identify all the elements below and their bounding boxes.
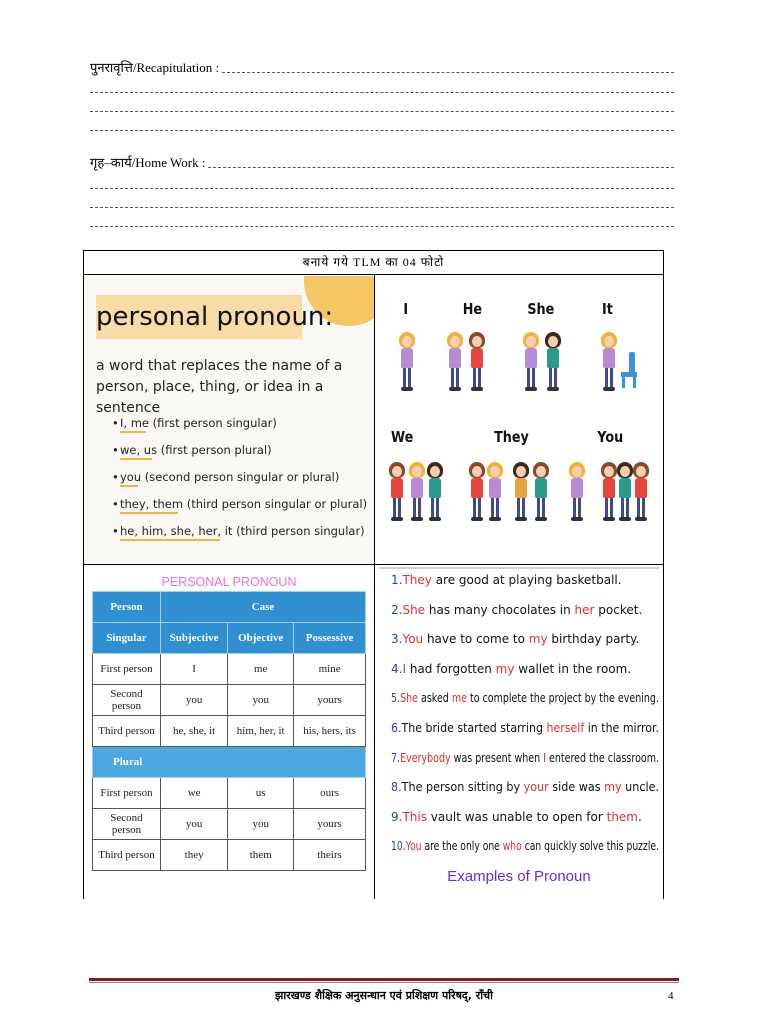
- child-illustration: [533, 462, 549, 522]
- chair-icon: [621, 352, 637, 388]
- child-illustration: [389, 462, 405, 522]
- child-illustration: [469, 332, 485, 392]
- sentence-text: 2.: [391, 602, 403, 617]
- pronoun-highlight: them: [606, 809, 638, 824]
- table-row: [93, 840, 366, 871]
- blank-line: [222, 72, 674, 73]
- pronoun-highlight: They: [402, 573, 432, 587]
- sentence-text: 3.: [391, 632, 403, 647]
- footer-divider: [89, 982, 679, 983]
- footer-divider: [89, 978, 679, 981]
- sentence-text: entered the classroom.: [545, 750, 659, 765]
- pronoun-highlight: She: [400, 691, 418, 706]
- list-item: • he, him, she, her, it (third person singular): [112, 524, 367, 551]
- table-cell: they: [161, 840, 228, 871]
- definition-card: [84, 276, 374, 564]
- sentence-text: vault was unable to open for: [426, 809, 607, 824]
- child-illustration: [569, 462, 585, 522]
- table-row: [93, 685, 366, 716]
- example-sentence: [391, 603, 642, 617]
- header-plural: Plural: [93, 747, 366, 778]
- child-illustration: [447, 332, 463, 392]
- label-they: They: [494, 428, 529, 446]
- table-header-row: [93, 747, 366, 778]
- pronoun-highlight: You: [402, 632, 424, 647]
- definition-title: personal pronoun:: [96, 302, 334, 332]
- pronoun-highlight: She: [402, 602, 426, 617]
- sentence-text: are the only one: [421, 839, 503, 854]
- homework-label: गृह–कार्य/Home Work :: [90, 155, 206, 170]
- pronoun-table-title: PERSONAL PRONOUN: [161, 575, 297, 589]
- sentence-text: have to come to: [423, 632, 529, 647]
- list-item: • we, us (first person plural): [112, 443, 367, 470]
- sentence-text: The bride started starring: [401, 721, 547, 735]
- sentence-text: are good at playing basketball.: [431, 573, 622, 587]
- pronoun-table: [92, 591, 366, 871]
- table-header-row: [93, 623, 366, 654]
- sentence-text: 1.: [391, 573, 403, 587]
- table-cell: I: [161, 654, 228, 685]
- table-cell: yours: [294, 809, 366, 840]
- decorative-rule: [379, 567, 659, 569]
- table-cell: us: [228, 778, 294, 809]
- pronoun-highlight: I: [543, 750, 546, 765]
- table-row: [93, 809, 366, 840]
- sentence-text: was present when: [450, 750, 544, 765]
- sentence-text: has many chocolates in: [425, 602, 575, 617]
- sentence-text: to complete the project by the evening.: [466, 691, 659, 706]
- pronoun-highlight: her: [574, 602, 595, 617]
- sentence-text: 5.: [391, 691, 401, 706]
- table-cell: yours: [294, 685, 366, 716]
- sentence-text: The person sitting by: [401, 780, 524, 795]
- child-illustration: [601, 332, 617, 392]
- underline: [120, 512, 178, 514]
- sentence-text: asked: [417, 691, 452, 706]
- sentence-text: birthday party.: [547, 632, 640, 647]
- table-cell: mine: [294, 654, 366, 685]
- child-illustration: [617, 462, 633, 522]
- pronoun-highlight: your: [523, 780, 549, 795]
- example-sentence: [391, 573, 622, 587]
- table-cell: me: [228, 654, 294, 685]
- pronoun-highlight: my: [528, 632, 548, 647]
- table-cell: ours: [294, 778, 366, 809]
- blank-line: [208, 167, 674, 168]
- child-illustration: [469, 462, 485, 522]
- pronoun-highlight: You: [405, 839, 422, 854]
- child-illustration: [409, 462, 425, 522]
- list-item: • they, them (third person singular or plural): [112, 497, 367, 524]
- table-cell: we: [161, 778, 228, 809]
- sentence-text: in the mirror.: [584, 721, 659, 735]
- table-row: [93, 778, 366, 809]
- example-sentence: [391, 810, 642, 824]
- examples-card: [375, 565, 663, 899]
- pronoun-highlight: I: [402, 661, 406, 676]
- sentence-text: wallet in the room.: [514, 661, 632, 676]
- page-number: 4: [668, 990, 674, 1002]
- pronoun-highlight: This: [402, 809, 427, 824]
- child-illustration: [633, 462, 649, 522]
- sentence-text: pocket.: [594, 602, 643, 617]
- example-sentence: [391, 780, 659, 794]
- example-sentence: [391, 839, 659, 853]
- pronoun-highlight: Everybody: [400, 750, 451, 765]
- underline: [120, 431, 146, 433]
- table-cell: theirs: [294, 840, 366, 871]
- table-cell: he, she, it: [161, 716, 228, 747]
- underline: [120, 485, 138, 487]
- table-cell: his, hers, its: [294, 716, 366, 747]
- definition-text: a word that replaces the name of a person, place, thing, or idea in a sentence: [96, 358, 343, 416]
- label-i: I: [403, 300, 409, 318]
- underline: [120, 539, 220, 541]
- table-row: [93, 654, 366, 685]
- sentence-text: 8.: [391, 780, 402, 795]
- sentence-text: 9.: [391, 809, 403, 824]
- child-illustration: [427, 462, 443, 522]
- table-cell: you: [161, 685, 228, 716]
- personal-pronoun-table-card: [84, 565, 374, 899]
- table-cell: Third person: [93, 840, 161, 871]
- child-illustration: [545, 332, 561, 392]
- table-cell: you: [228, 809, 294, 840]
- tlm-photo-table: [83, 250, 664, 899]
- example-sentence: [391, 632, 639, 646]
- header-objective: Objective: [228, 623, 294, 654]
- header-case: Case: [161, 592, 366, 623]
- sentence-text: uncle.: [621, 780, 659, 795]
- table-cell: First person: [93, 778, 161, 809]
- tlm-heading: बनाये गये TLM का 04 फोटो: [84, 251, 663, 275]
- pronoun-pictures: [375, 276, 663, 564]
- example-sentence: [391, 691, 659, 705]
- pronoun-highlight: me: [451, 691, 467, 706]
- table-row: [93, 716, 366, 747]
- sentence-text: 7.: [391, 750, 401, 765]
- table-cell: you: [228, 685, 294, 716]
- sentence-text: .: [638, 809, 642, 824]
- table-cell: Third person: [93, 716, 161, 747]
- table-cell: you: [161, 809, 228, 840]
- header-possessive: Possessive: [294, 623, 366, 654]
- label-he: He: [462, 300, 483, 318]
- table-cell: First person: [93, 654, 161, 685]
- sentence-text: 4.: [391, 661, 403, 676]
- blank-line: [90, 111, 674, 112]
- table-cell: Second person: [93, 685, 161, 716]
- blank-line: [90, 226, 674, 227]
- example-sentence: [391, 662, 631, 676]
- sentence-text: side was: [548, 780, 605, 795]
- pronoun-highlight: herself: [546, 721, 585, 735]
- child-illustration: [601, 462, 617, 522]
- blank-line: [90, 207, 674, 208]
- sentence-text: had forgotten: [406, 661, 496, 676]
- recapitulation-label: पुनरावृत्ति/Recapitulation :: [90, 60, 220, 75]
- table-cell: him, her, it: [228, 716, 294, 747]
- table-cell: Second person: [93, 809, 161, 840]
- recapitulation-line: [90, 60, 674, 76]
- table-cell: them: [228, 840, 294, 871]
- header-person: Person: [93, 592, 161, 623]
- label-you: You: [597, 428, 624, 446]
- pronoun-highlight: my: [604, 780, 622, 795]
- pronoun-highlight: who: [502, 839, 522, 854]
- list-item: • you (second person singular or plural): [112, 470, 367, 497]
- child-illustration: [523, 332, 539, 392]
- example-sentence: [391, 751, 659, 765]
- sentence-text: 10.: [391, 839, 406, 854]
- sentence-text: 6.: [391, 721, 402, 735]
- blank-line: [90, 92, 674, 93]
- label-it: It: [601, 300, 613, 318]
- example-sentence: [391, 721, 659, 735]
- child-illustration: [399, 332, 415, 392]
- child-illustration: [487, 462, 503, 522]
- underline: [120, 458, 152, 460]
- header-singular: Singular: [93, 623, 161, 654]
- list-item: • I, me (first person singular): [112, 416, 367, 443]
- footer-organization: झारखण्ड शैक्षिक अनुसन्धान एवं प्रशिक्षण परिषद्, राँची: [275, 989, 493, 1002]
- examples-title: Examples of Pronoun: [447, 868, 591, 885]
- pronoun-highlight: my: [495, 661, 515, 676]
- blank-line: [90, 130, 674, 131]
- child-illustration: [513, 462, 529, 522]
- table-header-row: [93, 592, 366, 623]
- label-we: We: [390, 428, 414, 446]
- label-she: She: [527, 300, 555, 318]
- blank-line: [90, 188, 674, 189]
- header-subjective: Subjective: [161, 623, 228, 654]
- sentence-text: can quickly solve this puzzle.: [521, 839, 659, 854]
- homework-line: [90, 155, 674, 171]
- pronoun-list: [112, 416, 367, 551]
